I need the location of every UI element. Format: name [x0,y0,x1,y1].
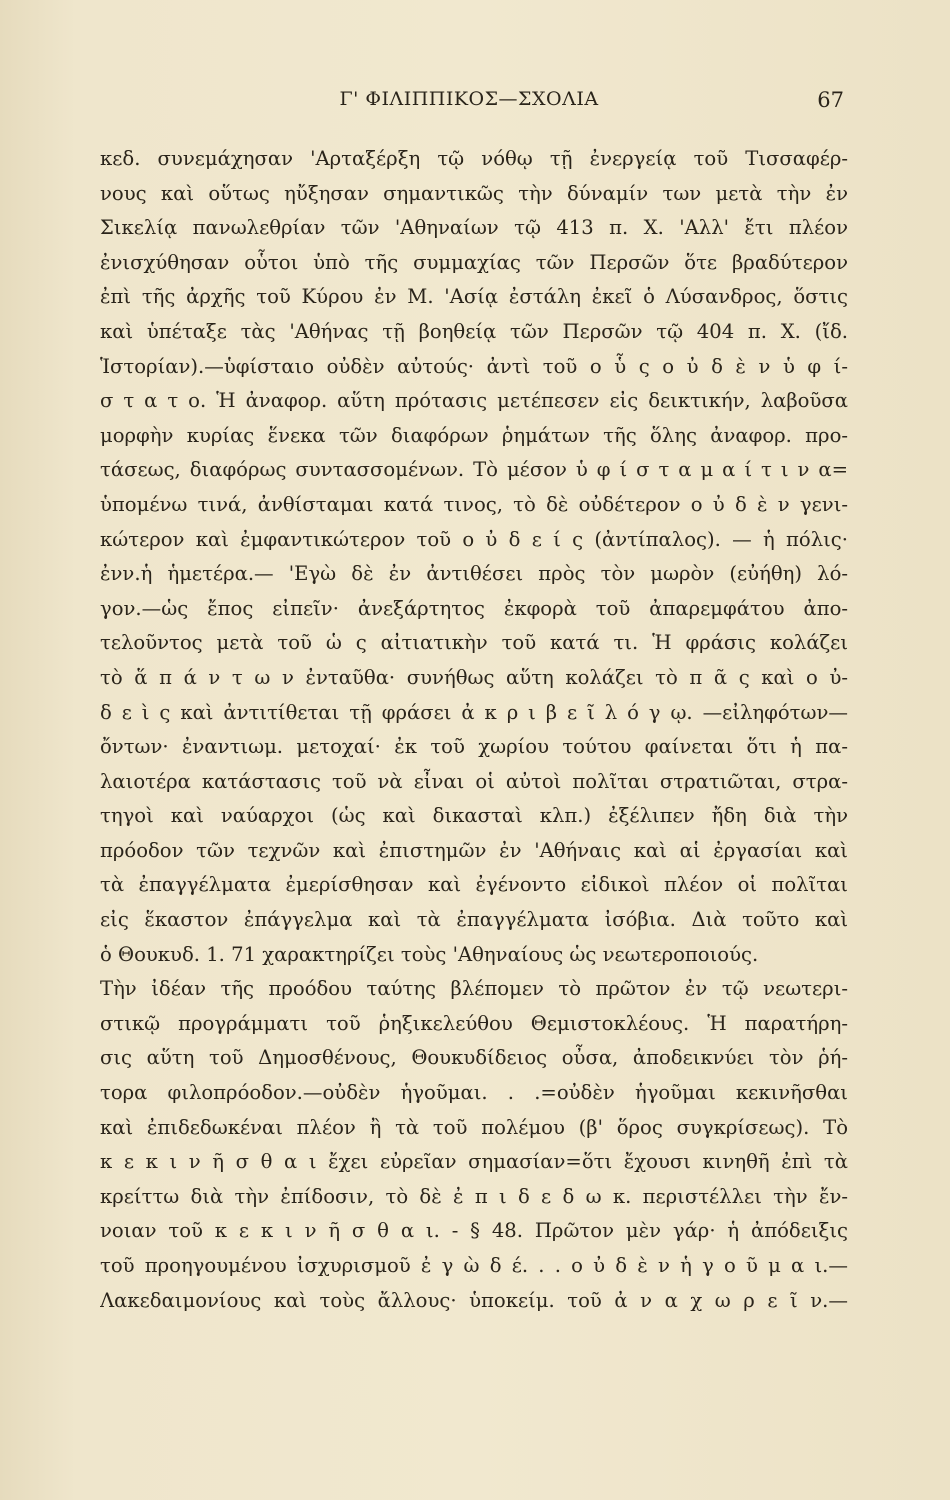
running-title: Γ' ΦΙΛΙΠΠΙΚΟΣ—ΣΧΟΛΙΑ [339,88,599,110]
text-line: κρείττω διὰ τὴν ἐπίδοσιν, τὸ δὲ ἐ π ι δ ε δ ω κ. περιστέλλει τὴν ἔν- [100,1184,848,1208]
text-line: ὄντων· ἐναντιωμ. μετοχαί· ἐκ τοῦ χωρίου τούτου φαίνεται ὅτι ἡ πα- [100,735,848,759]
text-line: στικῷ προγράμματι τοῦ ῥηξικελεύθου Θεμιστοκλέους. Ἡ παρατήρη- [100,1011,848,1035]
text-line: σις αὕτη τοῦ Δημοσθένους, Θουκυδίδειος οὖσα, ἀποδεικνύει τὸν ῥή- [100,1046,848,1070]
text-line: ἐπὶ τῆς ἀρχῆς τοῦ Κύρου ἐν Μ. 'Ασίᾳ ἐστάλη ἐκεῖ ὁ Λύσανδρος, ὅστις [100,285,848,309]
text-line: κ ε κ ι ν ῆ σ θ α ι ἔχει εὐρεῖαν σημασίαν=ὅτι ἔχουσι κινηθῆ ἐπὶ τὰ [100,1150,848,1174]
text-line: σ τ α τ ο. Ἡ ἀναφορ. αὕτη πρότασις μετέπεσεν εἰς δεικτικήν, λαβοῦσα [100,389,848,413]
text-line: νους καὶ οὕτως ηὔξησαν σημαντικῶς τὴν δύναμίν των μετὰ τὴν ἐν [100,181,848,205]
running-head [88,88,850,128]
text-line: ὑπομένω τινά, ἀνθίσταμαι κατά τινος, τὸ δὲ οὐδέτερον ο ὐ δ ὲ ν γενι- [100,492,848,516]
text-line: τηγοὶ καὶ ναύαρχοι (ὡς καὶ δικασταὶ κλπ.) ἐξέλιπεν ἤδη διὰ τὴν [100,804,848,828]
text-line: τοῦ προηγουμένου ἰσχυρισμοῦ ἐ γ ὼ δ έ. . . ο ὐ δ ὲ ν ἡ γ ο ῦ μ α ι.— [100,1254,848,1277]
text-line: μορφὴν κυρίας ἕνεκα τῶν διαφόρων ῥημάτων τῆς ὅλης ἀναφορ. προ- [100,423,848,447]
text-line: νοιαν τοῦ κ ε κ ι ν ῆ σ θ α ι. - § 48. Πρῶτον μὲν γάρ· ἡ ἀπόδειξις [100,1219,848,1243]
text-line: τελοῦντος μετὰ τοῦ ὡ ς αἰτιατικὴν τοῦ κατά τι. Ἡ φράσις κολάζει [100,631,848,655]
text-line: ἐνισχύθησαν οὗτοι ὑπὸ τῆς συμμαχίας τῶν Περσῶν ὅτε βραδύτερον [100,250,848,274]
text-line: Λακεδαιμονίους καὶ τοὺς ἄλλους· ὑποκείμ. τοῦ ἀ ν α χ ω ρ ε ῖ ν.— [100,1288,848,1312]
text-line: κώτερον καὶ ἐμφαντικώτερον τοῦ ο ὐ δ ε ί ς (ἀντίπαλος). — ἡ πόλις· [100,527,848,551]
text-line: γον.—ὡς ἔπος εἰπεῖν· ἀνεξάρτητος ἐκφορὰ τοῦ ἀπαρεμφάτου ἀπο- [100,596,848,620]
text-line: κεδ. συνεμάχησαν 'Αρταξέρξη τῷ νόθῳ τῇ ἐνεργείᾳ τοῦ Τισσαφέρ- [100,147,848,170]
text-line: καὶ ἐπιδεδωκέναι πλέον ἢ τὰ τοῦ πολέμου (β' ὅρος συγκρίσεως). Τὸ [100,1115,848,1139]
text-line: ἐνν.ἡ ἡμετέρα.— 'Εγὼ δὲ ἐν ἀντιθέσει πρὸς τὸν μωρὸν (εὐήθη) λό- [100,562,848,586]
text-line: τὸ ἅ π ά ν τ ω ν ἐνταῦθα· συνήθως αὕτη κολάζει τὸ π ᾶ ς καὶ ο ὐ- [100,665,848,689]
text-line: λαιοτέρα κατάστασις τοῦ νὰ εἶναι οἱ αὐτοὶ πολῖται στρατιῶται, στρα- [100,769,848,793]
text-line: πρόοδον τῶν τεχνῶν καὶ ἐπιστημῶν ἐν 'Αθήναις καὶ αἱ ἐργασίαι καὶ [100,838,848,862]
text-line: καὶ ὑπέταξε τὰς 'Αθήνας τῇ βοηθείᾳ τῶν Περσῶν τῷ 404 π. Χ. (ἴδ. [100,319,848,343]
text-line: ὁ Θουκυδ. 1. 71 χαρακτηρίζει τοὺς 'Αθηναίους ὡς νεωτεροποιούς. [100,942,759,966]
text-line: εἰς ἕκαστον ἐπάγγελμα καὶ τὰ ἐπαγγέλματα ἰσόβια. Διὰ τοῦτο καὶ [100,908,848,932]
text-line: τορα φιλοπρόοδον.—οὐδὲν ἡγοῦμαι. . .=οὐδὲν ἡγοῦμαι κεκινῆσθαι [100,1081,848,1105]
text-line: Ἱστορίαν).—ὑφίσταιο οὐδὲν αὐτούς· ἀντὶ τοῦ ο ὗ ς ο ὐ δ ὲ ν ὑ φ ί- [100,354,848,378]
text-line: Τὴν ἰδέαν τῆς προόδου ταύτης βλέπομεν τὸ πρῶτον ἐν τῷ νεωτερι- [100,977,848,1001]
text-line: τάσεως, διαφόρως συντασσομένων. Τὸ μέσον ὑ φ ί σ τ α μ α ί τ ι ν α= [100,458,848,482]
commentary-text [100,142,848,1318]
page-number: 67 [817,88,844,112]
text-line: τὰ ἐπαγγέλματα ἐμερίσθησαν καὶ ἐγένοντο εἰδικοὶ πλέον οἱ πολῖται [100,873,848,897]
text-line: Σικελίᾳ πανωλεθρίαν τῶν 'Αθηναίων τῷ 413 π. Χ. 'Αλλ' ἔτι πλέον [100,216,848,240]
text-line: δ ε ὶ ς καὶ ἀντιτίθεται τῇ φράσει ἀ κ ρ ι β ε ῖ λ ό γ ῳ. —εἰληφότων— [100,700,848,724]
